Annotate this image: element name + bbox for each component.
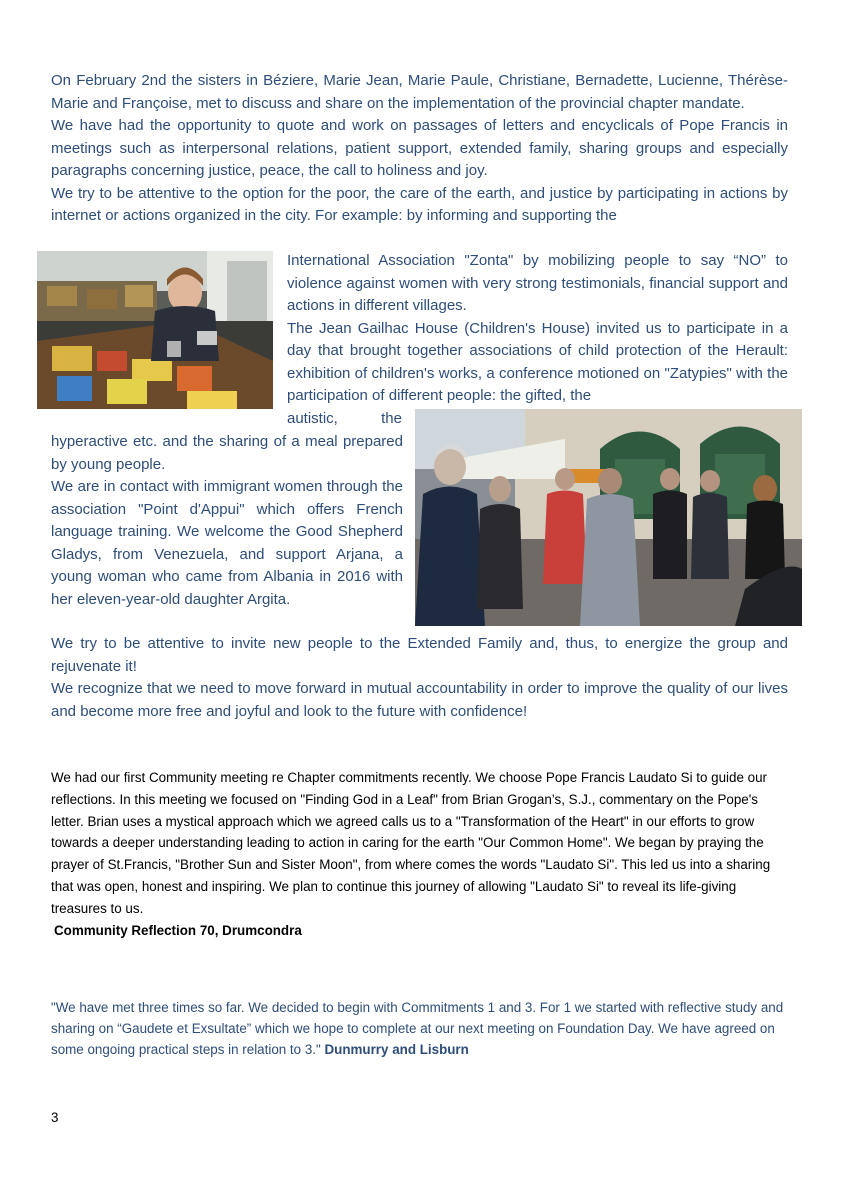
paragraph: We had our first Community meeting re Chapter commitments recently. We choose Pope Francis Laudato Si to guide our reflections. In this meeting we focused on "Finding God in a Leaf" from Brian Grogan’s, S.J., commentary on the Pope's letter. Brian uses a mystical approach which we agreed calls us to a "Transformation of the Heart" in our efforts to grow towards a deeper understanding leading to action in caring for the earth "Our Common Home". We began by praying the prayer of St.Francis, "Brother Sun and Sister Moon", from where comes the words "Laudato Si". This led us into a sharing that was open, honest and inspiring. We plan to continue this journey of allowing "Laudato Si" to reveal its life-giving treasures to us. bbox=[51, 770, 771, 916]
dunmurry-reflection bbox=[51, 997, 791, 1060]
paragraph: We have had the opportunity to quote and work on passages of letters and encyclicals of Pope Francis in meetings such as interpersonal relations, patient support, extended family, sharing groups and especially paragraphs concerning justice, peace, the call to holiness and joy. bbox=[51, 117, 788, 179]
paragraph: We recognize that we need to move forward in mutual accountability in order to improve the quality of our lives and become more free and joyful and look to the future with confidence! bbox=[51, 680, 788, 720]
quote-text: "We have met three times so far. We decided to begin with Commitments 1 and 3. For 1 we started with reflective study and sharing on “Gaudete et Exsultate” which we hope to complete at our next meeting on Foundation Day. We have agreed on some ongoing practical steps in relation to 3." bbox=[51, 1000, 784, 1057]
food-bank-photo bbox=[37, 251, 273, 409]
signature: Dunmurry and Lisburn bbox=[324, 1042, 469, 1057]
paragraph: International Association "Zonta" by mobilizing people to say “NO” to violence against women with very strong testimonials, financial support and actions in different villages. bbox=[287, 252, 788, 314]
paragraph: hyperactive etc. and the sharing of a meal prepared by young people. bbox=[51, 433, 403, 473]
page-number: 3 bbox=[51, 1110, 59, 1125]
signature: Community Reflection 70, Drumcondra bbox=[54, 922, 302, 938]
paragraph: We try to be attentive to the option for the poor, the care of the earth, and justice by participating in actions by internet or actions organized in the city. For example: by informing and supporting the bbox=[51, 184, 788, 224]
autistic-line bbox=[287, 408, 402, 431]
zonta-and-gailhac-text bbox=[287, 250, 788, 408]
extended-family-text bbox=[51, 633, 788, 723]
point-dappui-text bbox=[51, 431, 403, 611]
word: the bbox=[381, 410, 402, 427]
paragraph: We are in contact with immigrant women through the association "Point d'Appui" which offers French language training. We welcome the Good Shepherd Gladys, from Venezuela, and support Arjana, a young woman who came from Albania in 2016 with her eleven-year-old daughter Argita. bbox=[51, 478, 403, 608]
paragraph: The Jean Gailhac House (Children's House) invited us to participate in a day that brought together associations of child protection of the Herault: exhibition of children's works, a conference motioned on "Zatypies" with the participation of different people: the gifted, the bbox=[287, 319, 788, 404]
paragraph: On February 2nd the sisters in Béziere, Marie Jean, Marie Paule, Christiane, Bernadette, Lucienne, Thérèse-Marie and Françoise, met to discuss and share on the implementation of the provincial chapter mandate. bbox=[51, 72, 788, 112]
paragraph: We try to be attentive to invite new people to the Extended Family and, thus, to energize the group and rejuvenate it! bbox=[51, 635, 788, 675]
beziere-intro bbox=[51, 70, 788, 228]
word: autistic, bbox=[287, 410, 338, 427]
gathering-photo bbox=[415, 409, 802, 626]
drumcondra-reflection bbox=[51, 767, 791, 941]
